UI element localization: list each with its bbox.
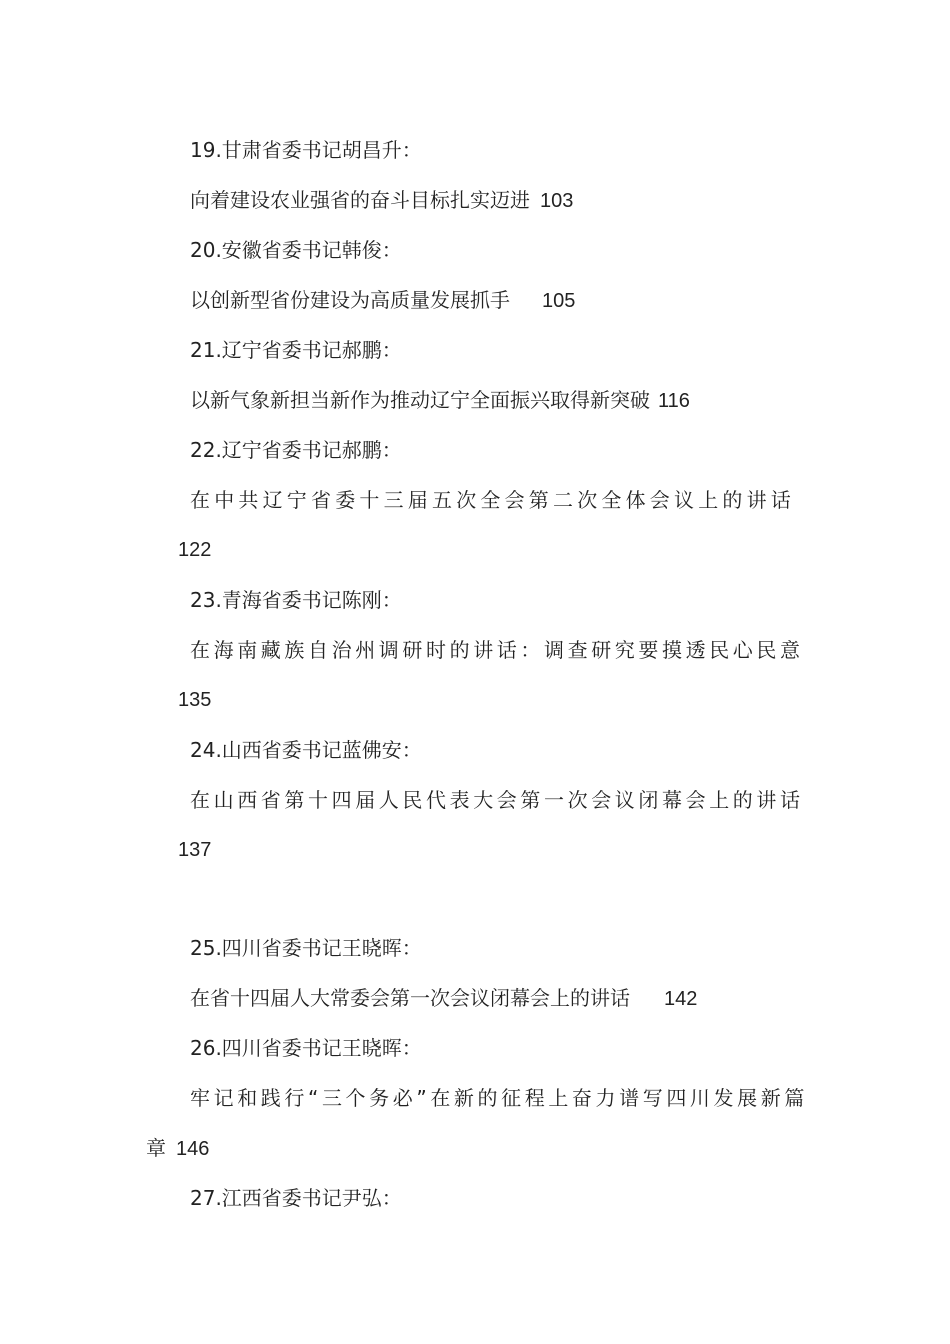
toc-heading: 21.辽宁省委书记郝鹏： xyxy=(190,338,402,362)
toc-heading: 19.甘肃省委书记胡昌升： xyxy=(190,138,422,162)
toc-page-number: 146 xyxy=(176,1138,210,1160)
toc-heading: 26.四川省委书记王晓晖： xyxy=(190,1036,422,1060)
toc-page-number: 103 xyxy=(540,190,574,212)
toc-heading: 23.青海省委书记陈刚： xyxy=(190,588,402,612)
toc-title: 在省十四届人大常委会第一次会议闭幕会上的讲话 xyxy=(190,986,630,1010)
toc-title: 向着建设农业强省的奋斗目标扎实迈进 xyxy=(190,188,530,212)
toc-title: 以创新型省份建设为高质量发展抓手 xyxy=(190,288,510,312)
toc-entry[interactable] xyxy=(0,386,950,415)
toc-entry[interactable] xyxy=(0,984,950,1013)
toc-title[interactable]: 在中共辽宁省委十三届五次全会第二次全体会议上的讲话 xyxy=(190,488,795,512)
toc-title: 以新气象新担当新作为推动辽宁全面振兴取得新突破 xyxy=(190,388,650,412)
toc-heading: 20.安徽省委书记韩俊： xyxy=(190,238,402,262)
toc-title[interactable]: 在山西省第十四届人民代表大会第一次会议闭幕会上的讲话 xyxy=(190,788,804,812)
toc-entry[interactable] xyxy=(0,286,950,315)
toc-title[interactable]: 牢记和践行“三个务必”在新的征程上奋力谱写四川发展新篇 xyxy=(190,1086,808,1110)
toc-heading: 22.辽宁省委书记郝鹏： xyxy=(190,438,402,462)
toc-title[interactable]: 在海南藏族自治州调研时的讲话：调查研究要摸透民心民意 xyxy=(190,638,804,662)
toc-page-number: 135 xyxy=(178,689,212,711)
toc-heading: 27.江西省委书记尹弘： xyxy=(190,1186,402,1210)
toc-entry-wrap xyxy=(0,1134,950,1163)
toc-heading: 25.四川省委书记王晓晖： xyxy=(190,936,422,960)
toc-heading: 24.山西省委书记蓝佛安： xyxy=(190,738,422,762)
toc-page-number: 105 xyxy=(542,290,576,312)
toc-page-number: 137 xyxy=(178,839,212,861)
toc-page-number: 116 xyxy=(658,390,690,412)
toc-page-number: 122 xyxy=(178,539,212,561)
toc-title-continuation: 章 xyxy=(146,1136,166,1160)
toc-page-number: 142 xyxy=(664,988,698,1010)
toc-entry[interactable] xyxy=(0,186,950,215)
